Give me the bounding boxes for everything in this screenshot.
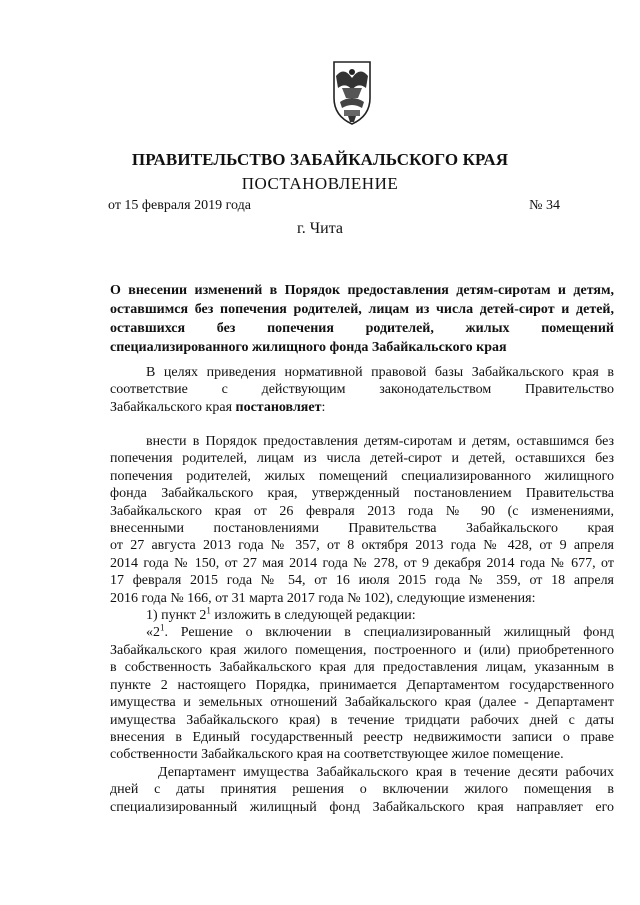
text-line: Забайкальского края от 26 февраля 2013 года № 90 (с изменениями, — [110, 503, 614, 519]
text-line: 17 февраля 2015 года № 54, от 16 июля 2015 года № 359, от 18 апреля — [110, 573, 614, 589]
text-line: внесения в Единый государственный реестр недвижимости записи о праве — [110, 729, 614, 745]
preamble-paragraph — [110, 364, 614, 416]
text-line: внесенными постановлениями Правительства Забайкальского края — [110, 521, 614, 537]
text-line: фонда Забайкальского края, утвержденный постановлением Правительства — [110, 486, 614, 502]
text-fragment: : — [321, 399, 326, 415]
text-line: Забайкальского края жилого помещения, построенного и (или) приобретенного — [110, 642, 614, 658]
heading-line: оставшимся без попечения родителей, лицам из числа детей-сирот и детей, — [110, 302, 614, 317]
decree-number: № 34 — [529, 198, 560, 213]
text-line: имущества Забайкальского края) в течение тридцати рабочих дней с даты — [110, 712, 614, 728]
text-line: в собственность Забайкальского края для предоставления лицам, указанным в — [110, 660, 614, 676]
text-line: попечения родителей, лицам из числа детей-сирот и детей, оставшихся без — [110, 451, 614, 467]
keyword-postanovlyaet: постановляет — [235, 399, 322, 415]
point-21-first-line — [110, 624, 614, 641]
superscript: 1 — [160, 622, 165, 633]
text-line: от 27 августа 2013 года № 357, от 8 октября 2013 года № 428, от 9 апреля — [110, 538, 614, 554]
decree-heading — [110, 281, 614, 357]
text-line: пункте 2 настоящего Порядка, принимается Департаментом государственного — [110, 677, 614, 693]
document-type: ПОСТАНОВЛЕНИЕ — [241, 174, 399, 193]
government-title: ПРАВИТЕЛЬСТВО ЗАБАЙКАЛЬСКОГО КРАЯ — [131, 150, 509, 169]
heading-line: оставшихся без попечения родителей, жилых помещений — [110, 321, 614, 336]
text-line: внести в Порядок предоставления детям-сиротам и детям, оставшимся без — [146, 434, 614, 449]
superscript: 1 — [206, 605, 211, 616]
text-fragment: . Решение о включении в специализированный жилищный фонд — [164, 625, 614, 641]
decree-date: от 15 февраля 2019 года — [108, 198, 251, 213]
heading-line: О внесении изменений в Порядок предоставления детям-сиротам и детям, — [110, 283, 614, 298]
text-fragment: изложить в следующей редакции: — [210, 608, 416, 624]
text-line: В целях приведения нормативной правовой базы Забайкальского края в — [146, 365, 614, 380]
text-fragment: «2 — [146, 625, 160, 641]
coat-of-arms-emblem — [328, 58, 376, 130]
heading-line: специализированного жилищного фонда Забайкальского края — [110, 340, 507, 355]
text-line: Департамент имущества Забайкальского края в течение десяти рабочих — [158, 764, 614, 780]
item-1-line — [110, 607, 614, 624]
text-fragment: 1) пункт 2 — [146, 608, 207, 624]
text-line: дней с даты принятия решения о включении жилого помещения в — [110, 782, 614, 798]
text-line: 2014 года № 150, от 27 мая 2014 года № 278, от 9 декабря 2014 года № 677, от — [110, 555, 614, 571]
decree-city: г. Чита — [296, 220, 343, 237]
text-line: попечения родителей, жилых помещений специализированного жилищного — [110, 468, 614, 484]
text-line: соответствие с действующим законодательством Правительство — [110, 382, 614, 398]
text-line: специализированный жилищный фонд Забайкальского края направляет его — [110, 799, 614, 815]
text-line: 2016 года № 166, от 31 марта 2017 года № 102), следующие изменения: — [110, 590, 536, 606]
text-fragment: Забайкальского края — [110, 399, 236, 415]
main-paragraph — [110, 433, 614, 816]
text-line — [110, 399, 614, 416]
text-line: собственности Забайкальского края на соответствующее жилое помещение. — [110, 747, 564, 763]
text-line: имущества и земельных отношений Забайкальского края (далее - Департамент — [110, 695, 614, 711]
